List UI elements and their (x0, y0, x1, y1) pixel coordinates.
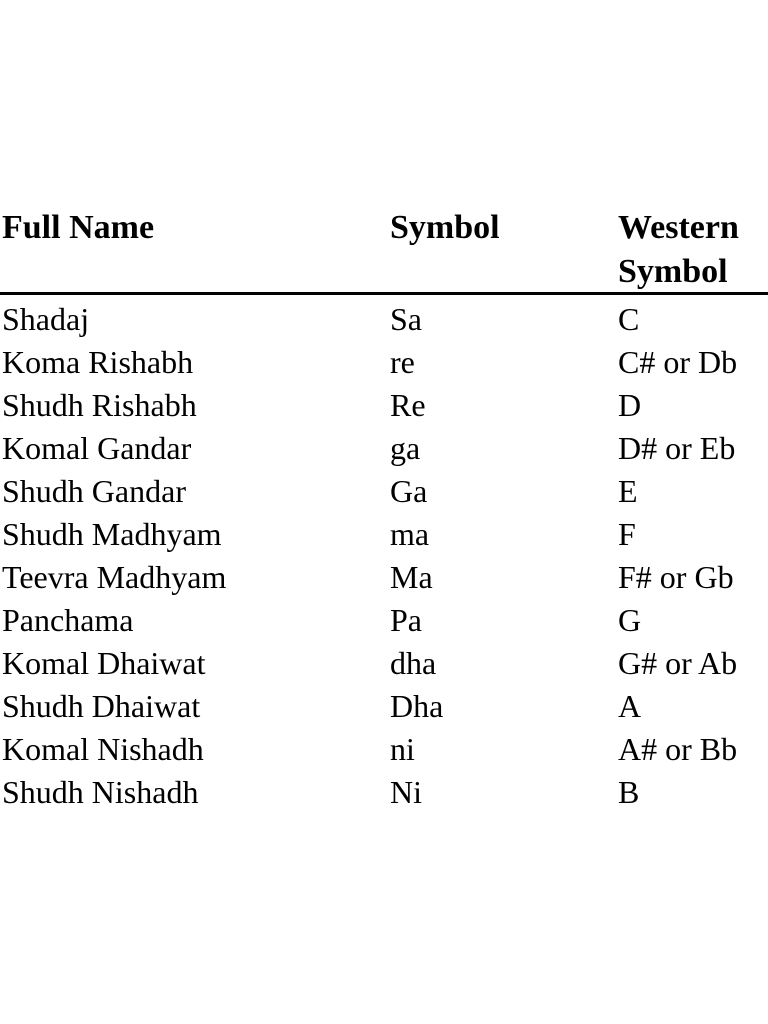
header-western-symbol (618, 206, 768, 294)
cell-western-symbol: D# or Eb (618, 430, 736, 466)
cell-symbol: ga (390, 430, 421, 466)
cell-full-name: Shudh Nishadh (2, 774, 199, 810)
cell-symbol: Ma (390, 559, 433, 595)
cell-full-name: Komal Nishadh (2, 731, 204, 767)
cell-full-name: Komal Dhaiwat (2, 645, 206, 681)
cell-symbol: dha (390, 645, 437, 681)
cell-western-symbol: C# or Db (618, 344, 738, 380)
cell-symbol: ma (390, 516, 430, 552)
cell-full-name: Koma Rishabh (2, 344, 194, 380)
table-row (0, 685, 768, 728)
cell-full-name: Panchama (2, 602, 134, 638)
cell-symbol: Ni (390, 774, 422, 810)
cell-western-symbol: E (618, 473, 638, 509)
table-row (0, 298, 768, 341)
cell-western-symbol: D (618, 387, 642, 423)
header-western-line2: Symbol (618, 253, 728, 290)
table-body (0, 295, 768, 814)
table-row (0, 427, 768, 470)
cell-symbol: Sa (390, 301, 422, 337)
table-row (0, 341, 768, 384)
cell-western-symbol: G# or Ab (618, 645, 738, 681)
cell-full-name: Shudh Madhyam (2, 516, 222, 552)
table-row (0, 728, 768, 771)
swara-table (0, 206, 768, 814)
cell-full-name: Teevra Madhyam (2, 559, 227, 595)
cell-full-name: Komal Gandar (2, 430, 192, 466)
cell-western-symbol: A# or Bb (618, 731, 738, 767)
cell-symbol: Ga (390, 473, 428, 509)
cell-symbol: Dha (390, 688, 444, 724)
table-row (0, 513, 768, 556)
cell-western-symbol: C (618, 301, 640, 337)
cell-western-symbol: A (618, 688, 642, 724)
table-row (0, 556, 768, 599)
cell-full-name: Shadaj (2, 301, 90, 337)
cell-symbol: re (390, 344, 415, 380)
cell-full-name: Shudh Rishabh (2, 387, 197, 423)
cell-western-symbol: B (618, 774, 640, 810)
cell-full-name: Shudh Gandar (2, 473, 186, 509)
table-row (0, 642, 768, 685)
table-row (0, 470, 768, 513)
header-symbol: Symbol (390, 209, 500, 246)
cell-western-symbol: G (618, 602, 642, 638)
cell-full-name: Shudh Dhaiwat (2, 688, 201, 724)
table-row (0, 384, 768, 427)
header-western-line1: Western (618, 209, 739, 246)
cell-western-symbol: F (618, 516, 636, 552)
cell-symbol: Re (390, 387, 426, 423)
table-header-row (0, 206, 768, 295)
cell-symbol: Pa (390, 602, 422, 638)
table-row (0, 599, 768, 642)
cell-western-symbol: F# or Gb (618, 559, 734, 595)
table-row (0, 771, 768, 814)
header-full-name: Full Name (2, 209, 155, 246)
cell-symbol: ni (390, 731, 415, 767)
